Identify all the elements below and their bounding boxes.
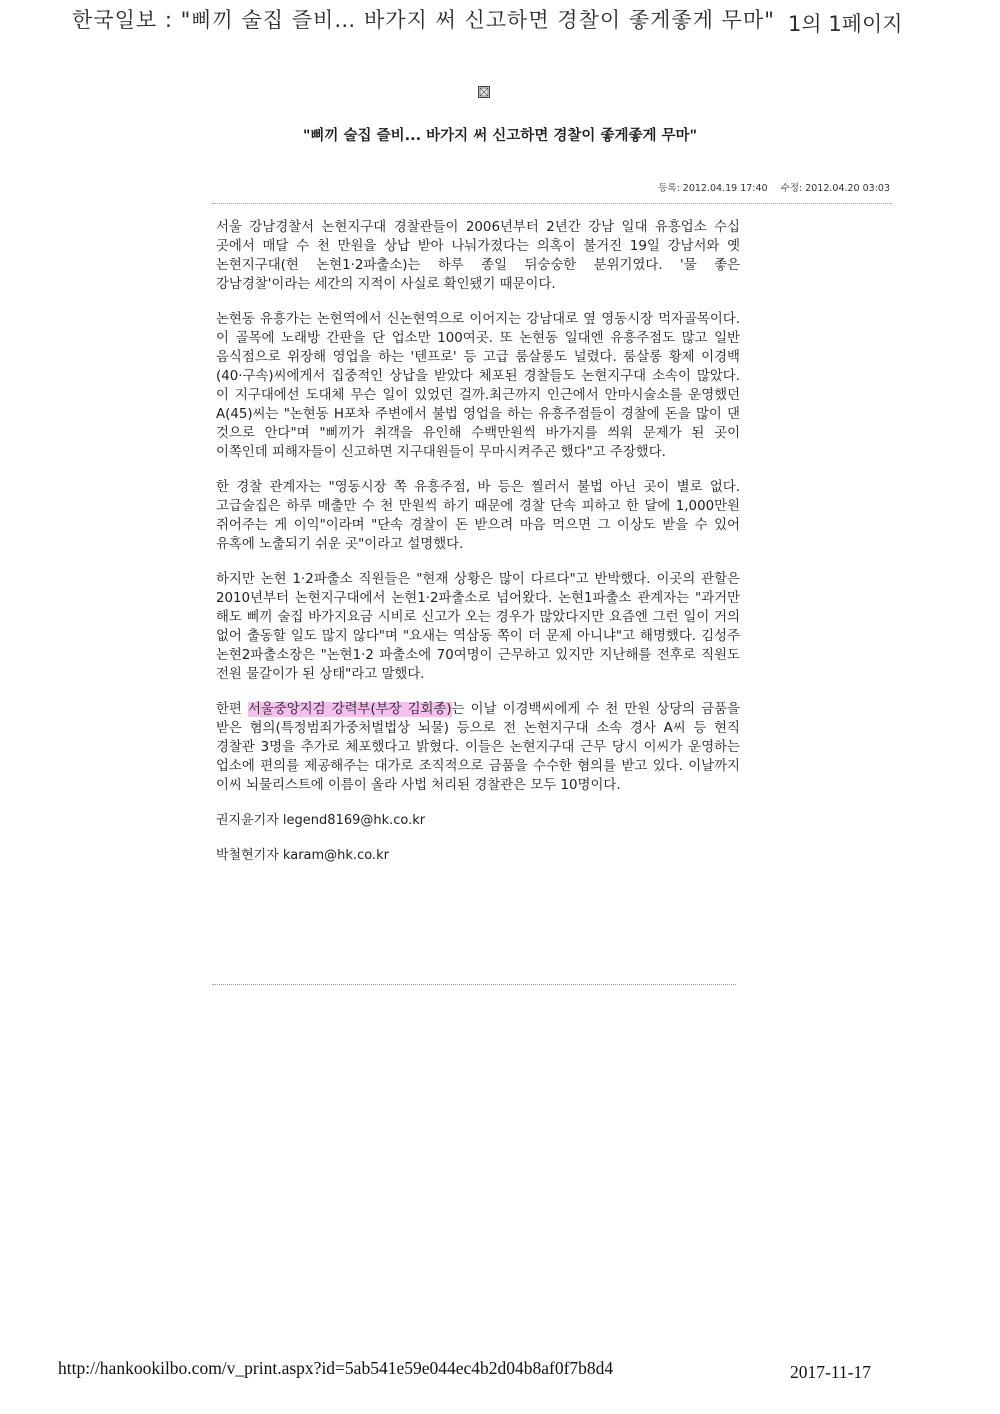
article-meta bbox=[600, 180, 890, 194]
article-body bbox=[216, 218, 740, 881]
final-paragraph-rest: 는 이날 이경백씨에게 수 천 만원 상당의 금품을 받은 혐의(특정범죄가중처벌법상 뇌물) 등으로 전 논현지구대 소속 경사 A씨 등 현직 경찰관 3명을 추가로 체포했다고 밝혔다. 이들은 논현지구대 근무 당시 이씨가 운영하는 업소에 편의를 제공해주는 대가로 조직적으로 금품을 수수한 혐의를 받고 있다. 이날까지 이씨 뇌물리스트에 이름이 올라 사법 처리된 경찰관은 모두 10명이다. bbox=[216, 702, 740, 793]
byline-reporter-1: 권지윤기자 legend8169@hk.co.kr bbox=[216, 813, 426, 828]
modified-date: 수정: 2012.04.20 03:03 bbox=[780, 183, 890, 194]
highlighted-text: 서울중앙지검 강력부(부장 김회종) bbox=[247, 702, 452, 717]
article-paragraph: 한 경찰 관계자는 "영동시장 쪽 유흥주점, 바 등은 찔러서 불법 아닌 곳이 별로 없다. 고급술집은 하루 매출만 수 천 만원씩 하기 때문에 경찰 단속 피하고 한 달에 1,000만원 쥐어주는 게 이익"이라며 "단속 경찰이 돈 받으려 마음 먹으면 그 이상도 받을 수 있어 유혹에 노출되기 쉬운 곳"이라고 설명했다. bbox=[216, 480, 740, 552]
print-footer-url: http://hankookilbo.com/v_print.aspx?id=5ab541e59e044ec4b2d04b8af0f7b8d4 bbox=[58, 1358, 614, 1378]
final-paragraph-lead: 한편 bbox=[216, 702, 248, 717]
meta-divider bbox=[212, 203, 892, 204]
broken-image-icon bbox=[478, 86, 490, 98]
print-header-page-indicator: 1의 1페이지 bbox=[788, 12, 903, 36]
print-footer-date: 2017-11-17 bbox=[790, 1362, 872, 1382]
byline-reporter-2: 박철현기자 karam@hk.co.kr bbox=[216, 848, 389, 863]
article-paragraph: 하지만 논현 1·2파출소 직원들은 "현재 상황은 많이 다르다"고 반박했다. 이곳의 관할은 2010년부터 논현지구대에서 논현1·2파출소로 넘어왔다. 논현1파출소 관계자는 "과거만 해도 삐끼 술집 바가지요금 시비로 신고가 오는 경우가 많았다지만 요즘엔 그런 일이 거의 없어 출동할 일도 많지 않다"며 "요새는 역삼동 쪽이 더 문제 아니냐"고 해명했다. 김성주 논현2파출소장은 "논현1·2 파출소에 70여명이 근무하고 있지만 지난해를 전후로 직원도 전원 물갈이가 된 상태"라고 말했다. bbox=[216, 572, 740, 682]
article-end-divider bbox=[212, 984, 736, 985]
article-paragraph: 서울 강남경찰서 논현지구대 경찰관들이 2006년부터 2년간 강남 일대 유흥업소 수십 곳에서 매달 수 천 만원을 상납 받아 나눠가졌다는 의혹이 불거진 19일 강남서와 옛 논현지구대(현 논현1·2파출소)는 하루 종일 뒤숭숭한 분위기였다. '물 좋은 강남경찰'이라는 세간의 지적이 사실로 확인됐기 때문이다. bbox=[216, 220, 740, 292]
article-headline: "삐끼 술집 즐비... 바가지 써 신고하면 경찰이 좋게좋게 무마" bbox=[302, 128, 698, 144]
registered-date: 등록: 2012.04.19 17:40 bbox=[658, 183, 768, 194]
article-paragraph: 논현동 유흥가는 논현역에서 신논현역으로 이어지는 강남대로 옆 영동시장 먹자골목이다. 이 골목에 노래방 간판을 단 업소만 100여곳. 또 논현동 일대엔 유흥주점도 많고 일반 음식점으로 위장해 영업을 하는 '텐프로' 등 고급 룸살롱도 널렸다. 룸살롱 황제 이경백(40·구속)씨에게서 집중적인 상납을 받았다 체포된 경찰들도 논현지구대 소속이 많았다. 이 지구대에선 도대체 무슨 일이 있었던 걸까.최근까지 인근에서 안마시술소를 운영했던 A(45)씨는 "논현동 H포차 주변에서 불법 영업을 하는 유흥주점들이 경찰에 돈을 많이 댄 것으로 안다"며 "삐끼가 취객을 유인해 수백만원씩 바가지를 씌워 문제가 된 곳이 이쪽인데 피해자들이 신고하면 지구대원들이 무마시켜주곤 했다"고 주장했다. bbox=[216, 312, 740, 460]
article-paragraph-final bbox=[216, 700, 740, 795]
print-header-title: 한국일보 : "삐끼 술집 즐비… 바가지 써 신고하면 경찰이 좋게좋게 무마" bbox=[72, 8, 775, 32]
